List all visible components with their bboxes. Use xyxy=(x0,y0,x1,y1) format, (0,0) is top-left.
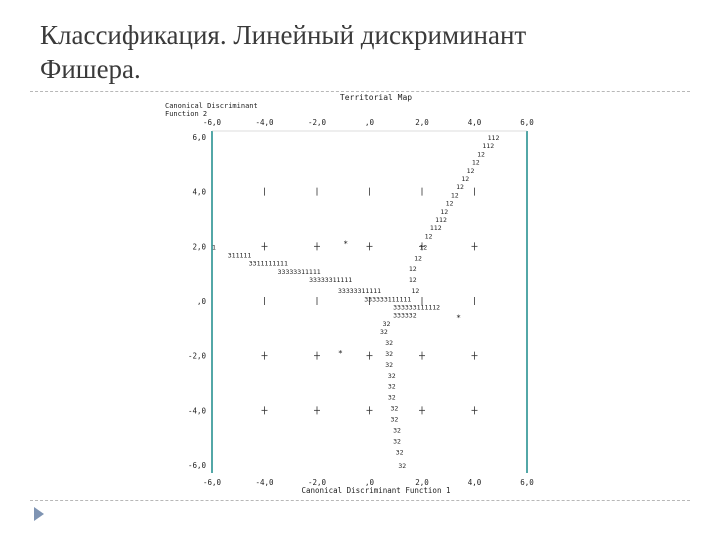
boundary-mark: 32 xyxy=(398,462,407,470)
x-tick-label-top: 2,0 xyxy=(415,118,429,127)
boundary-mark: 32 xyxy=(385,349,394,358)
x-tick-label-top: 4,0 xyxy=(467,118,482,127)
divider-bottom xyxy=(30,500,690,501)
centroid-mark: * xyxy=(456,313,461,323)
boundary-mark: 32 xyxy=(393,437,401,446)
y-tick-label: -6,0 xyxy=(187,461,206,470)
y-tick-label: 4,0 xyxy=(192,187,206,197)
boundary-mark: 12 xyxy=(456,183,464,192)
boundary-mark: 32 xyxy=(380,328,388,337)
map-title: Territorial Map xyxy=(339,93,413,102)
boundary-mark: 32 xyxy=(385,360,394,369)
centroid-mark: * xyxy=(343,239,349,249)
boundary-mark: 33333311111 xyxy=(277,267,321,276)
boundary-mark: 12 xyxy=(411,287,420,296)
y-tick-label: -4,0 xyxy=(187,406,206,416)
boundary-mark: 333333111112 xyxy=(393,303,441,312)
boundary-mark: 112 xyxy=(482,142,495,151)
boundary-mark: 12 xyxy=(466,166,475,175)
boundary-mark: 12 xyxy=(445,199,454,208)
boundary-mark: 12 xyxy=(440,207,449,216)
map-ylabel-line1: Canonical Discriminant xyxy=(165,102,258,110)
slide-title-line2: Фишера. xyxy=(40,54,141,84)
x-tick-label-top: -2,0 xyxy=(307,118,327,127)
x-tick-label-bottom: -4,0 xyxy=(255,478,274,487)
boundary-mark: 32 xyxy=(395,448,404,457)
boundary-mark: 32 xyxy=(393,426,401,435)
x-tick-label-bottom: ,0 xyxy=(364,478,375,487)
y-tick-label: 6,0 xyxy=(192,133,206,142)
boundary-mark: 12 xyxy=(419,243,428,252)
x-tick-label-top: 6,0 xyxy=(520,118,534,127)
boundary-mark: 112 xyxy=(435,216,447,224)
bullet-arrow-icon xyxy=(34,507,44,521)
boundary-mark: 112 xyxy=(487,134,500,142)
boundary-mark: 32 xyxy=(390,415,399,424)
y-tick-label: -2,0 xyxy=(187,351,206,361)
map-ylabel-line2: Function 2 xyxy=(165,110,208,118)
map-boundaries xyxy=(212,134,499,470)
x-tick-label-bottom: -2,0 xyxy=(307,478,327,487)
boundary-mark: 1 xyxy=(212,243,216,252)
boundary-mark: 12 xyxy=(414,254,422,263)
boundary-mark: 32 xyxy=(387,393,396,402)
x-tick-label-bottom: -6,0 xyxy=(202,478,222,487)
boundary-mark: 32 xyxy=(387,382,396,391)
map-xlabel: Canonical Discriminant Function 1 xyxy=(301,486,451,495)
x-tick-label-bottom: 6,0 xyxy=(520,478,534,487)
boundary-mark: 3311111111 xyxy=(248,259,288,268)
map-title-group xyxy=(165,93,451,495)
boundary-mark: 12 xyxy=(450,191,459,200)
boundary-mark: 12 xyxy=(477,150,485,159)
x-tick-label-bottom: 2,0 xyxy=(415,478,429,487)
boundary-mark: 32 xyxy=(387,371,396,380)
boundary-mark: 333332 xyxy=(393,311,417,320)
x-tick-label-bottom: 4,0 xyxy=(467,478,482,487)
x-tick-label-top: ,0 xyxy=(364,118,375,127)
boundary-mark: 32 xyxy=(385,339,394,347)
boundary-mark: 12 xyxy=(461,175,470,183)
y-tick-label: ,0 xyxy=(196,297,206,306)
x-tick-label-top: -6,0 xyxy=(202,118,222,127)
y-tick-label: 2,0 xyxy=(192,242,206,252)
boundary-mark: 333333111111 xyxy=(364,295,412,304)
boundary-mark: 311111 xyxy=(227,251,252,260)
boundary-mark: 33333311111 xyxy=(309,276,353,285)
centroid-mark: * xyxy=(338,348,343,358)
x-tick-label-top: -4,0 xyxy=(255,118,274,127)
boundary-mark: 32 xyxy=(382,319,391,328)
boundary-mark: 112 xyxy=(429,224,442,233)
boundary-mark: 32 xyxy=(390,404,399,413)
boundary-mark: 12 xyxy=(471,158,480,167)
boundary-mark: 33333311111 xyxy=(338,287,382,296)
map-ticks xyxy=(188,118,534,487)
boundary-mark: 12 xyxy=(408,276,417,285)
slide-title-line1: Классификация. Линейный дискриминант xyxy=(40,20,527,50)
boundary-mark: 12 xyxy=(424,232,433,241)
boundary-mark: 12 xyxy=(408,265,417,274)
